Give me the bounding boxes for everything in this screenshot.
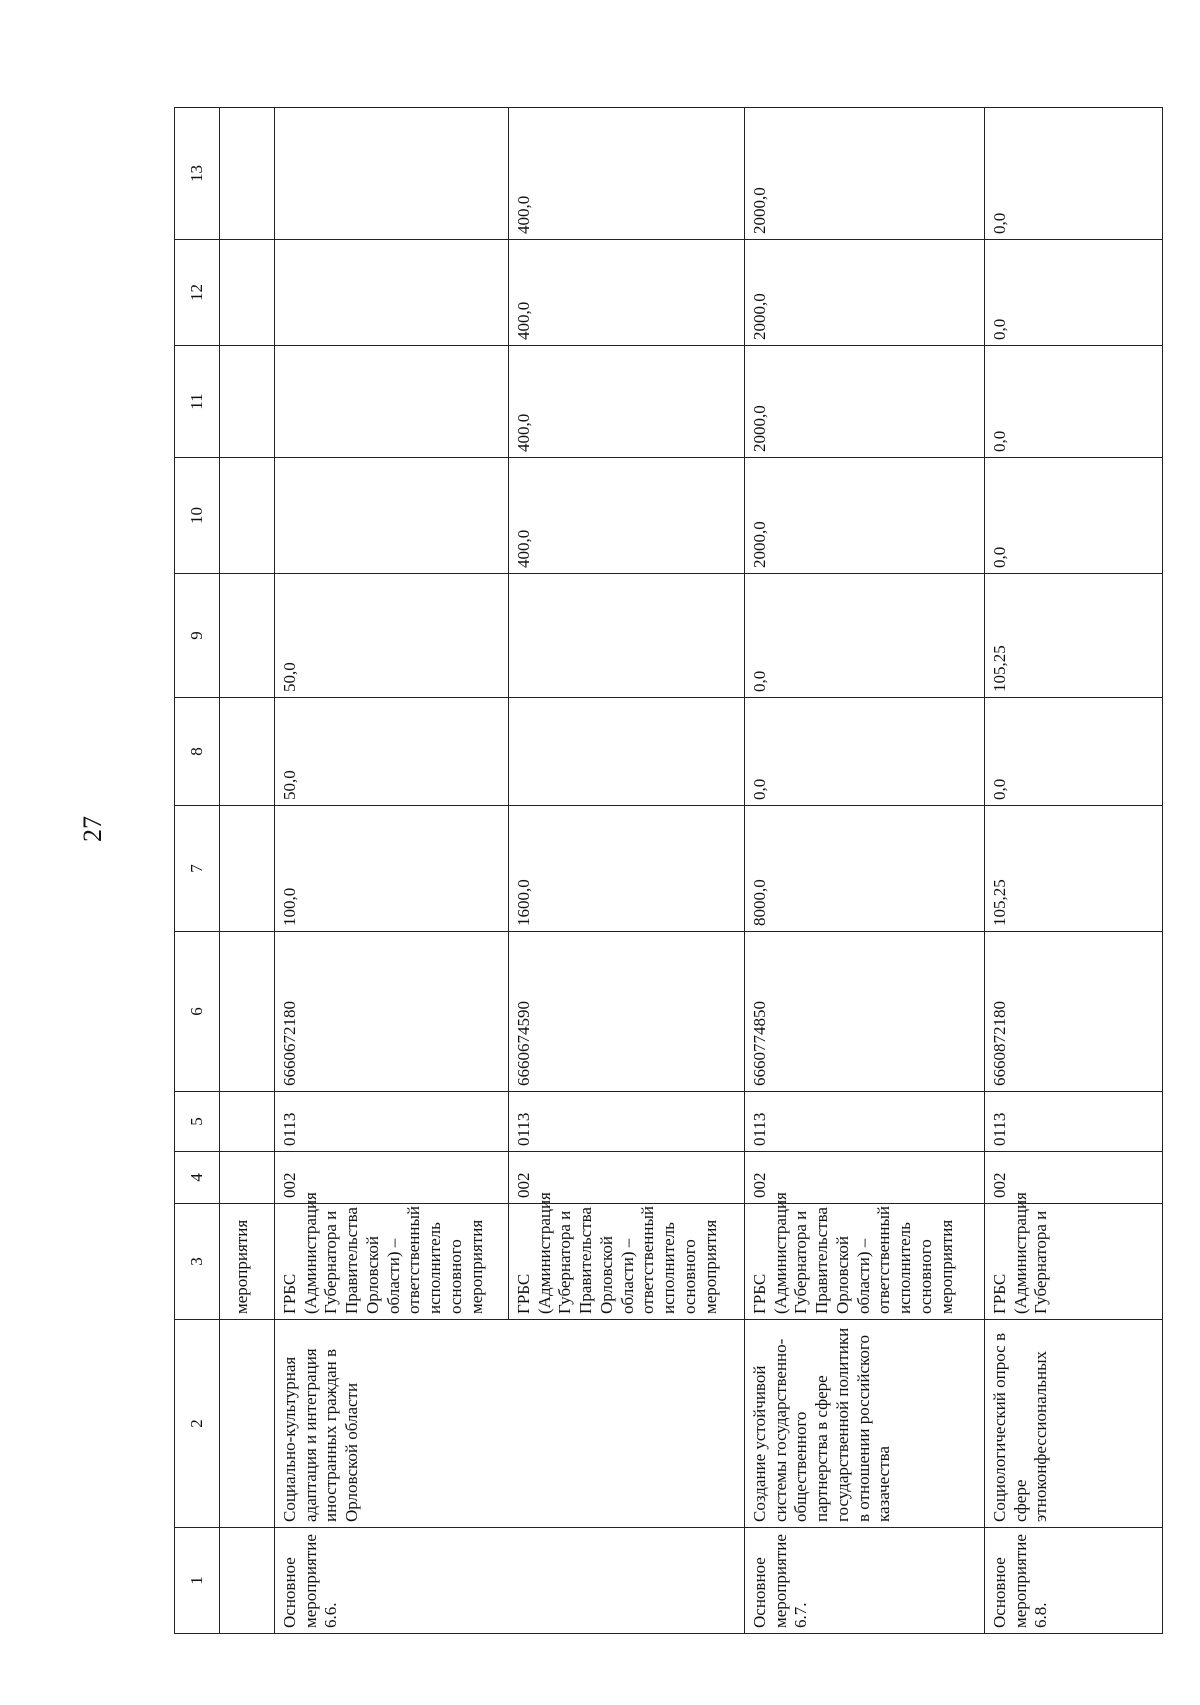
table-cell: 8000,0 [745,806,985,932]
activity-label: Основное мероприятие 6.7. [745,1528,985,1634]
table-cell: 6660774850 [745,932,985,1092]
activity-name: Создание устойчивой системы государственно-общественного партнерства в сфере государственной политики в отношении российского казачества [745,1320,985,1528]
grbs-text: ГРБС (Администрация Губернатора и Правительства Орловской области) – ответственный исполнитель основного мероприятия [509,1204,745,1320]
table-cell: 0113 [275,1092,509,1152]
column-number: 6 [175,932,220,1092]
table-cell: 2000,0 [745,240,985,346]
table-cell: 400,0 [509,346,745,458]
column-number: 2 [175,1320,220,1528]
column-number-row [175,108,220,1634]
table-cell [220,1092,275,1152]
table-cell [220,108,275,240]
table-cell: 0,0 [985,458,1163,574]
column-number: 8 [175,698,220,806]
table-cell: 0,0 [745,698,985,806]
table-cell [220,806,275,932]
table-cell [220,574,275,698]
column-number: 9 [175,574,220,698]
table-cell [275,108,509,240]
table-cell [275,240,509,346]
table-cell: 0113 [985,1092,1163,1152]
table-cell: 002 [745,1152,985,1204]
table-cell [220,458,275,574]
continuation-text: мероприятия [220,1204,275,1320]
table-cell: 2000,0 [745,346,985,458]
page-number: 27 [78,816,107,842]
column-number: 7 [175,806,220,932]
table-cell [509,698,745,806]
column-number: 10 [175,458,220,574]
table-cell: 0,0 [985,698,1163,806]
table-cell: 400,0 [509,240,745,346]
column-number: 3 [175,1204,220,1320]
table-cell [220,932,275,1092]
table-cell: 6660872180 [985,932,1163,1092]
rotated-table-container [174,108,1142,1634]
table-row [275,108,509,1634]
table-cell: 002 [509,1152,745,1204]
table-cell: 0,0 [985,346,1163,458]
table-cell [220,1320,275,1528]
table-cell [509,574,745,698]
activity-label: Основное мероприятие 6.8. [985,1528,1163,1634]
table-cell [220,346,275,458]
table-cell: 50,0 [275,698,509,806]
activity-name: Социологический опрос в сфере этноконфессиональных [985,1320,1163,1528]
column-number: 5 [175,1092,220,1152]
table-cell: 002 [985,1152,1163,1204]
column-number: 11 [175,346,220,458]
activity-label: Основное мероприятие 6.6. [275,1528,745,1634]
table-cell: 50,0 [275,574,509,698]
table-cell: 2000,0 [745,108,985,240]
table-cell: 105,25 [985,574,1163,698]
table-cell: 105,25 [985,806,1163,932]
table-row [985,108,1163,1634]
table-cell: 002 [275,1152,509,1204]
activity-name: Социально-культурная адаптация и интеграция иностранных граждан в Орловской области [275,1320,745,1528]
column-number: 12 [175,240,220,346]
table-cell [220,1152,275,1204]
grbs-text: ГРБС (Администрация Губернатора и Правительства Орловской области) – ответственный исполнитель основного мероприятия [745,1204,985,1320]
table-cell [220,698,275,806]
continuation-row [220,108,275,1634]
table-cell [275,346,509,458]
column-number: 13 [175,108,220,240]
grbs-text: ГРБС (Администрация Губернатора и [985,1204,1163,1320]
table-cell: 1600,0 [509,806,745,932]
grbs-text: ГРБС (Администрация Губернатора и Правительства Орловской области) – ответственный исполнитель основного мероприятия [275,1204,509,1320]
table-cell: 6660672180 [275,932,509,1092]
table-cell: 2000,0 [745,458,985,574]
table-cell: 6660674590 [509,932,745,1092]
table-cell: 100,0 [275,806,509,932]
table-cell: 0,0 [985,108,1163,240]
table-cell [275,458,509,574]
table-cell [220,1528,275,1634]
table-cell: 400,0 [509,458,745,574]
column-number: 4 [175,1152,220,1204]
table-cell: 0,0 [745,574,985,698]
table-cell: 0113 [509,1092,745,1152]
table-cell: 400,0 [509,108,745,240]
table-cell: 0113 [745,1092,985,1152]
table-cell: 0,0 [985,240,1163,346]
table-row [745,108,985,1634]
column-number: 1 [175,1528,220,1634]
budget-table [174,107,1163,1634]
table-cell [220,240,275,346]
